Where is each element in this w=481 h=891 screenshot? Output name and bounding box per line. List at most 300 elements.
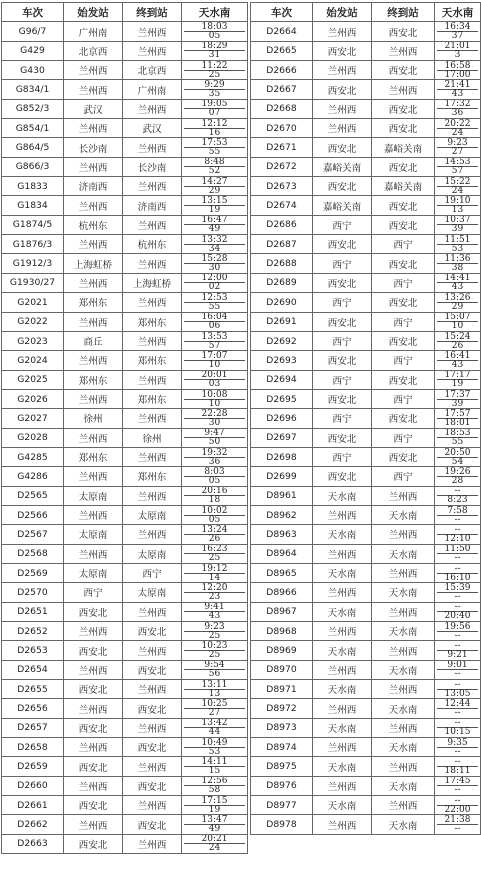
- header-destination: 终到站: [123, 3, 182, 22]
- destination-cell: 兰州西: [123, 486, 182, 505]
- train-number-cell: D2569: [2, 563, 64, 582]
- destination-cell: 西安北: [372, 119, 435, 138]
- train-number-cell: D2687: [251, 235, 313, 254]
- train-number-cell: D2651: [2, 602, 64, 621]
- table-row: [251, 641, 481, 660]
- time-cell: [182, 428, 248, 447]
- departure-time: 26: [451, 340, 464, 351]
- arrival-time: --: [437, 565, 478, 574]
- destination-cell: 兰州西: [123, 370, 182, 389]
- departure-time: 26: [208, 533, 221, 544]
- arrival-time: 14:27: [184, 178, 245, 187]
- arrival-time: 16:41: [437, 352, 478, 361]
- departure-time: 27: [451, 147, 464, 158]
- train-number-cell: D8971: [251, 680, 313, 699]
- train-number-cell: D8972: [251, 699, 313, 718]
- table-row: [251, 602, 481, 621]
- table-row: [2, 796, 248, 815]
- destination-cell: 徐州: [123, 428, 182, 447]
- time-cell: [182, 467, 248, 486]
- time-cell: [182, 409, 248, 428]
- arrival-time: 16:04: [184, 313, 245, 322]
- table-row: [2, 312, 248, 331]
- departure-time: --: [454, 708, 461, 719]
- table-row: [2, 41, 248, 60]
- train-number-cell: D2656: [2, 699, 64, 718]
- origin-cell: 西安北: [313, 351, 372, 370]
- departure-time: 18:11: [444, 766, 471, 777]
- departure-time: 31: [208, 50, 221, 61]
- time-cell: [182, 641, 248, 660]
- time-cell: [435, 641, 481, 660]
- time-cell: [182, 738, 248, 757]
- destination-cell: 郑州东: [123, 389, 182, 408]
- destination-cell: 兰州西: [123, 447, 182, 466]
- origin-cell: 西宁: [313, 254, 372, 273]
- origin-cell: 兰州西: [64, 389, 123, 408]
- origin-cell: 天水南: [313, 680, 372, 699]
- origin-cell: 兰州西: [64, 235, 123, 254]
- departure-time: 10: [208, 398, 221, 409]
- departure-time: 18: [208, 495, 221, 506]
- destination-cell: 西安北: [372, 22, 435, 41]
- table-row: [2, 486, 248, 505]
- origin-cell: 兰州西: [64, 157, 123, 176]
- time-cell: [182, 660, 248, 679]
- arrival-time: 17:15: [184, 797, 245, 806]
- arrival-time: 10:23: [184, 642, 245, 651]
- time-cell: [182, 680, 248, 699]
- destination-cell: 郑州东: [123, 467, 182, 486]
- time-cell: [182, 525, 248, 544]
- time-cell: [435, 177, 481, 196]
- arrival-time: 13:47: [184, 816, 245, 825]
- destination-cell: 兰州西: [123, 41, 182, 60]
- departure-time: 55: [208, 147, 221, 158]
- arrival-time: 20:16: [184, 487, 245, 496]
- train-number-cell: G4286: [2, 467, 64, 486]
- timetable-right: [250, 2, 481, 835]
- table-row: [2, 622, 248, 641]
- departure-time: 38: [451, 263, 464, 274]
- train-number-cell: D2666: [251, 61, 313, 80]
- train-number-cell: D2570: [2, 583, 64, 602]
- train-number-cell: D2658: [2, 738, 64, 757]
- departure-time: 43: [208, 611, 221, 622]
- departure-time: 28: [451, 475, 464, 486]
- table-row: [2, 177, 248, 196]
- train-number-cell: G834/1: [2, 80, 64, 99]
- train-number-cell: D8966: [251, 583, 313, 602]
- train-number-cell: D8977: [251, 796, 313, 815]
- origin-cell: 天水南: [313, 486, 372, 505]
- table-row: [251, 177, 481, 196]
- time-cell: [182, 119, 248, 138]
- destination-cell: 西宁: [372, 273, 435, 292]
- header-origin: 始发站: [64, 3, 123, 22]
- time-cell: [435, 660, 481, 679]
- arrival-time: 15:07: [437, 313, 478, 322]
- departure-time: 55: [451, 437, 464, 448]
- table-row: [251, 215, 481, 234]
- time-cell: [435, 505, 481, 524]
- departure-time: 29: [208, 185, 221, 196]
- origin-cell: 西安北: [313, 138, 372, 157]
- train-number-cell: G852/3: [2, 99, 64, 118]
- destination-cell: 天水南: [372, 738, 435, 757]
- arrival-time: 19:12: [184, 565, 245, 574]
- train-number-cell: D2699: [251, 467, 313, 486]
- departure-time: 16: [208, 127, 221, 138]
- arrival-time: 9:29: [184, 81, 245, 90]
- table-row: [2, 641, 248, 660]
- origin-cell: 天水南: [313, 602, 372, 621]
- origin-cell: 兰州西: [64, 196, 123, 215]
- time-cell: [435, 331, 481, 350]
- header-tianshuinan: 天水南: [182, 3, 248, 22]
- origin-cell: 北京西: [64, 41, 123, 60]
- time-cell: [435, 699, 481, 718]
- train-number-cell: D2663: [2, 834, 64, 853]
- time-cell: [182, 235, 248, 254]
- time-cell: [435, 525, 481, 544]
- header-origin: 始发站: [313, 3, 372, 22]
- time-cell: [435, 409, 481, 428]
- time-cell: [182, 447, 248, 466]
- table-row: [2, 680, 248, 699]
- table-row: [2, 331, 248, 350]
- arrival-time: 8:48: [184, 158, 245, 167]
- arrival-time: 19:32: [184, 449, 245, 458]
- table-row: [2, 660, 248, 679]
- departure-time: 39: [451, 224, 464, 235]
- train-number-cell: D2695: [251, 389, 313, 408]
- destination-cell: 杭州东: [123, 235, 182, 254]
- origin-cell: 天水南: [313, 718, 372, 737]
- time-cell: [435, 61, 481, 80]
- time-cell: [182, 273, 248, 292]
- header-train-number: 车次: [2, 3, 64, 22]
- arrival-time: 12:44: [437, 700, 478, 709]
- train-number-cell: D8975: [251, 757, 313, 776]
- destination-cell: 西宁: [372, 312, 435, 331]
- table-row: [2, 196, 248, 215]
- destination-cell: 天水南: [372, 505, 435, 524]
- arrival-time: 9:01: [437, 661, 478, 670]
- destination-cell: 西宁: [372, 235, 435, 254]
- origin-cell: 兰州西: [64, 544, 123, 563]
- departure-time: 34: [208, 243, 221, 254]
- origin-cell: 天水南: [313, 525, 372, 544]
- origin-cell: 兰州西: [313, 776, 372, 795]
- arrival-time: 7:58: [437, 507, 478, 516]
- train-number-cell: D2567: [2, 525, 64, 544]
- arrival-time: 21:38: [437, 816, 478, 825]
- destination-cell: 西安北: [123, 660, 182, 679]
- departure-time: 03: [208, 379, 221, 390]
- time-cell: [435, 138, 481, 157]
- arrival-time: 15:22: [437, 178, 478, 187]
- departure-time: 29: [451, 301, 464, 312]
- arrival-time: 11:50: [437, 545, 478, 554]
- destination-cell: 兰州西: [372, 757, 435, 776]
- departure-time: 13:05: [444, 688, 471, 699]
- destination-cell: 兰州西: [123, 293, 182, 312]
- time-cell: [182, 99, 248, 118]
- destination-cell: 广州南: [123, 80, 182, 99]
- arrival-time: 19:05: [184, 100, 245, 109]
- table-row: [251, 312, 481, 331]
- time-cell: [435, 544, 481, 563]
- train-number-cell: D8974: [251, 738, 313, 757]
- arrival-time: --: [437, 526, 478, 535]
- table-row: [2, 235, 248, 254]
- departure-time: 57: [451, 166, 464, 177]
- origin-cell: 兰州西: [313, 505, 372, 524]
- arrival-time: 19:56: [437, 623, 478, 632]
- destination-cell: 兰州西: [123, 718, 182, 737]
- arrival-time: 14:11: [184, 758, 245, 767]
- arrival-time: 13:15: [184, 197, 245, 206]
- time-cell: [182, 138, 248, 157]
- arrival-time: 11:51: [437, 236, 478, 245]
- arrival-time: 16:34: [437, 23, 478, 32]
- departure-time: 56: [208, 669, 221, 680]
- time-cell: [182, 563, 248, 582]
- destination-cell: 嘉峪关南: [372, 138, 435, 157]
- time-cell: [435, 815, 481, 834]
- departure-time: 25: [208, 553, 221, 564]
- time-cell: [182, 796, 248, 815]
- origin-cell: 西宁: [313, 409, 372, 428]
- arrival-time: 13:53: [184, 333, 245, 342]
- destination-cell: 西安北: [372, 447, 435, 466]
- table-row: [2, 525, 248, 544]
- header-train-number: 车次: [251, 3, 313, 22]
- table-row: [251, 428, 481, 447]
- arrival-time: 14:53: [437, 158, 478, 167]
- train-number-cell: G1834: [2, 196, 64, 215]
- destination-cell: 天水南: [372, 583, 435, 602]
- time-cell: [435, 447, 481, 466]
- departure-time: 30: [208, 263, 221, 274]
- table-row: [251, 447, 481, 466]
- table-row: [2, 776, 248, 795]
- origin-cell: 兰州西: [313, 622, 372, 641]
- origin-cell: 杭州东: [64, 215, 123, 234]
- time-cell: [435, 351, 481, 370]
- destination-cell: 兰州西: [123, 680, 182, 699]
- train-number-cell: D2671: [251, 138, 313, 157]
- departure-time: 43: [451, 282, 464, 293]
- train-number-cell: D2673: [251, 177, 313, 196]
- table-row: [251, 505, 481, 524]
- table-row: [2, 834, 248, 853]
- header-row: [2, 3, 248, 22]
- time-cell: [435, 157, 481, 176]
- departure-time: 49: [208, 224, 221, 235]
- train-number-cell: D2693: [251, 351, 313, 370]
- train-number-cell: G866/3: [2, 157, 64, 176]
- arrival-time: 12:20: [184, 584, 245, 593]
- origin-cell: 天水南: [313, 796, 372, 815]
- departure-time: 43: [451, 89, 464, 100]
- origin-cell: 兰州西: [313, 99, 372, 118]
- time-cell: [435, 254, 481, 273]
- departure-time: 19: [451, 379, 464, 390]
- departure-time: 05: [208, 475, 221, 486]
- origin-cell: 武汉: [64, 99, 123, 118]
- time-cell: [182, 699, 248, 718]
- train-number-cell: D2664: [251, 22, 313, 41]
- table-row: [2, 583, 248, 602]
- table-row: [2, 22, 248, 41]
- train-number-cell: D8963: [251, 525, 313, 544]
- arrival-time: 9:35: [437, 739, 478, 748]
- table-row: [251, 409, 481, 428]
- time-cell: [435, 738, 481, 757]
- table-row: [2, 389, 248, 408]
- table-row: [2, 563, 248, 582]
- arrival-time: --: [437, 487, 478, 496]
- departure-time: 36: [451, 108, 464, 119]
- origin-cell: 兰州西: [64, 699, 123, 718]
- arrival-time: --: [437, 642, 478, 651]
- destination-cell: 西安北: [372, 196, 435, 215]
- arrival-time: 20:22: [437, 120, 478, 129]
- arrival-time: 10:37: [437, 216, 478, 225]
- arrival-time: 9:23: [437, 139, 478, 148]
- arrival-time: 20:01: [184, 371, 245, 380]
- origin-cell: 太原南: [64, 525, 123, 544]
- departure-time: 13: [451, 205, 464, 216]
- destination-cell: 西宁: [372, 467, 435, 486]
- destination-cell: 太原南: [123, 505, 182, 524]
- train-number-cell: D2689: [251, 273, 313, 292]
- departure-time: --: [454, 553, 461, 564]
- train-number-cell: G4285: [2, 447, 64, 466]
- destination-cell: 兰州西: [123, 215, 182, 234]
- departure-time: 9:21: [447, 650, 468, 661]
- train-number-cell: D8962: [251, 505, 313, 524]
- train-number-cell: G2028: [2, 428, 64, 447]
- departure-time: 25: [208, 630, 221, 641]
- origin-cell: 商丘: [64, 331, 123, 350]
- train-number-cell: G96/7: [2, 22, 64, 41]
- table-row: [2, 273, 248, 292]
- origin-cell: 西安北: [313, 41, 372, 60]
- train-number-cell: G429: [2, 41, 64, 60]
- destination-cell: 兰州西: [123, 796, 182, 815]
- table-row: [2, 447, 248, 466]
- origin-cell: 兰州西: [64, 351, 123, 370]
- arrival-time: 12:12: [184, 120, 245, 129]
- table-row: [2, 157, 248, 176]
- time-cell: [435, 602, 481, 621]
- origin-cell: 济南西: [64, 177, 123, 196]
- train-number-cell: D2697: [251, 428, 313, 447]
- departure-time: 36: [208, 456, 221, 467]
- train-number-cell: G864/5: [2, 138, 64, 157]
- origin-cell: 西宁: [313, 447, 372, 466]
- destination-cell: 兰州西: [372, 680, 435, 699]
- origin-cell: 兰州西: [64, 119, 123, 138]
- arrival-time: 13:24: [184, 526, 245, 535]
- origin-cell: 天水南: [313, 641, 372, 660]
- origin-cell: 兰州西: [64, 660, 123, 679]
- table-row: [251, 699, 481, 718]
- train-number-cell: D8978: [251, 815, 313, 834]
- destination-cell: 兰州西: [123, 834, 182, 853]
- arrival-time: --: [437, 758, 478, 767]
- departure-time: 07: [208, 108, 221, 119]
- origin-cell: 郑州东: [64, 447, 123, 466]
- train-number-cell: D2655: [2, 680, 64, 699]
- origin-cell: 兰州西: [64, 61, 123, 80]
- arrival-time: 13:26: [437, 294, 478, 303]
- table-row: [251, 351, 481, 370]
- destination-cell: 兰州西: [123, 602, 182, 621]
- departure-time: 53: [208, 746, 221, 757]
- table-row: [251, 389, 481, 408]
- departure-time: 05: [208, 31, 221, 42]
- time-cell: [182, 757, 248, 776]
- table-row: [251, 370, 481, 389]
- timetable-right-body: [251, 22, 481, 834]
- origin-cell: 西安北: [64, 680, 123, 699]
- table-row: [2, 467, 248, 486]
- departure-time: 27: [208, 708, 221, 719]
- origin-cell: 西安北: [313, 177, 372, 196]
- departure-time: 35: [208, 89, 221, 100]
- destination-cell: 西安北: [123, 815, 182, 834]
- train-number-cell: D2566: [2, 505, 64, 524]
- arrival-time: 17:07: [184, 352, 245, 361]
- arrival-time: 9:54: [184, 661, 245, 670]
- arrival-time: 21:01: [437, 42, 478, 51]
- table-row: [251, 254, 481, 273]
- departure-time: 50: [208, 437, 221, 448]
- departure-time: 15: [208, 766, 221, 777]
- destination-cell: 济南西: [123, 196, 182, 215]
- arrival-time: 12:53: [184, 294, 245, 303]
- origin-cell: 兰州西: [64, 738, 123, 757]
- departure-time: 55: [208, 301, 221, 312]
- time-cell: [182, 834, 248, 853]
- time-cell: [435, 370, 481, 389]
- origin-cell: 兰州西: [64, 622, 123, 641]
- departure-time: 3: [454, 50, 461, 61]
- timetable-left-body: [2, 22, 248, 854]
- departure-time: 39: [451, 398, 464, 409]
- destination-cell: 西宁: [372, 389, 435, 408]
- origin-cell: 兰州西: [64, 776, 123, 795]
- arrival-time: 10:25: [184, 700, 245, 709]
- arrival-time: 15:28: [184, 255, 245, 264]
- time-cell: [182, 61, 248, 80]
- table-row: [251, 660, 481, 679]
- arrival-time: 19:26: [437, 468, 478, 477]
- departure-time: 8:23: [447, 495, 468, 506]
- header-row: [251, 3, 481, 22]
- departure-time: 23: [208, 591, 221, 602]
- destination-cell: 西安北: [372, 409, 435, 428]
- destination-cell: 兰州西: [123, 757, 182, 776]
- time-cell: [182, 486, 248, 505]
- time-cell: [435, 680, 481, 699]
- arrival-time: 20:50: [437, 449, 478, 458]
- departure-time: 25: [208, 69, 221, 80]
